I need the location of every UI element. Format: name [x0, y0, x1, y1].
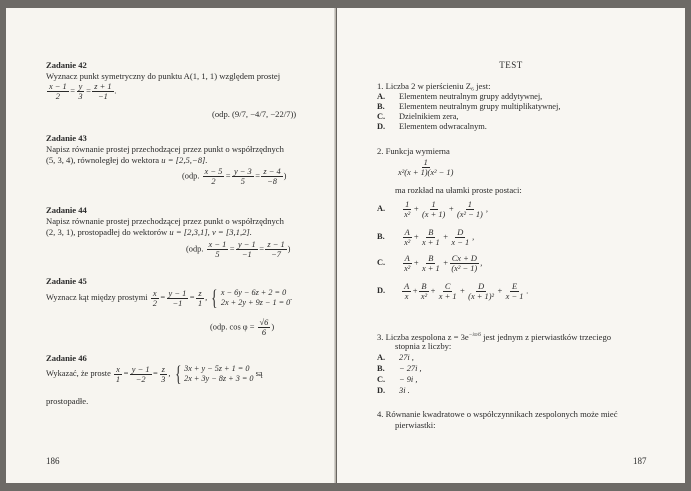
z44-f3-num: z − 1 [267, 240, 285, 249]
q2-a-t1-num: 1 [405, 200, 410, 209]
z45-sys2: 2x + 2y + 9z − 1 = 0 [220, 298, 291, 307]
q1-a-letter: A. [377, 92, 386, 101]
z42-answer: (odp. (9/7, −4/7, −22/7)) [212, 109, 297, 119]
z45-f3-num: z [198, 288, 202, 298]
q2-fraction [395, 158, 456, 177]
q2-d-t2-den: x² [420, 292, 428, 301]
z45-ans-den: 6 [261, 328, 267, 337]
q2-a-t3-den: (x² − 1) [456, 210, 483, 219]
q2-b-t1-den: x² [404, 238, 411, 247]
q3-text2: stopnia z liczby: [395, 341, 452, 351]
q1-option-a [377, 92, 542, 102]
test-heading: TEST [499, 60, 523, 70]
q1-c-letter: C. [377, 112, 386, 121]
z43-text2: (5, 3, 4), równoległej do wektora [46, 155, 160, 165]
q1-option-d [377, 122, 487, 132]
z46-f2-den: −2 [135, 374, 146, 384]
q2-d-t5-den: x − 1 [505, 292, 524, 301]
q2-c-t3-num: Cx + D [451, 254, 477, 263]
z45-f3-den: 1 [197, 298, 203, 308]
z44-f1-den: 5 [215, 250, 220, 259]
right-page-number: 187 [633, 456, 647, 466]
z46-text: Wykazać, że proste [46, 368, 111, 378]
q2-b-t2-num: B [428, 228, 434, 237]
z44-vectors: u = [2,3,1], v = [3,1,2]. [169, 227, 252, 237]
z45-ans-suffix: ) [271, 322, 275, 332]
q2-d-end: . [526, 286, 529, 296]
q3-c-text: − 9i , [399, 375, 418, 384]
z46-f1-den: 1 [115, 374, 121, 384]
z43-text2-line [46, 155, 208, 166]
q3-option-c [377, 375, 417, 385]
q3-text1: 3. Liczba zespolona z = 3e [377, 331, 469, 342]
q2-d-t3-den: x + 1 [438, 292, 457, 301]
z46-word-sa: są [255, 368, 263, 378]
z45-ans-prefix: (odp. cos φ = [210, 322, 255, 332]
z46-sys1: 3x + y − 5z + 1 = 0 [184, 364, 250, 373]
z43-f2-num: y − 3 [233, 167, 252, 176]
z45-f2-den: −1 [172, 298, 183, 308]
q2-b-end: , [472, 232, 475, 242]
z44-text1: Napisz równanie prostej przechodzącej przez punkt o współrzędnych [46, 216, 284, 226]
z43-f1-den: 2 [211, 177, 216, 186]
q2-frac-den: x²(x + 1)(x² − 1) [398, 168, 454, 177]
q3-a-letter: A. [377, 353, 386, 362]
z43-f1-num: x − 5 [204, 167, 223, 176]
z42-eq-a-den: 2 [55, 92, 60, 101]
q2-d-t2-num: B [421, 282, 427, 291]
q2-b-t3-den: x − 1 [451, 238, 470, 247]
q3-c-letter: C. [377, 375, 386, 384]
q2-c-t3-den: (x² − 1) [451, 264, 478, 273]
q2-d-t1-den: x [404, 292, 409, 301]
q2-d-t1-num: A [404, 282, 410, 291]
q1-a-text: Elementem neutralnym grupy addytywnej, [399, 92, 543, 101]
z44-f3-den: −7 [271, 250, 281, 259]
q2-a-t2-den: (x + 1) [421, 210, 446, 219]
z45-ans-num: √6 [259, 318, 269, 327]
q2-c-t1-num: A [404, 254, 410, 263]
q2-frac-num: 1 [423, 158, 428, 167]
z43-ans-prefix: (odp. [182, 171, 200, 181]
z45-f1-den: 2 [152, 298, 157, 308]
q2-text: 2. Funkcja wymierna [377, 146, 450, 156]
q2-c-t2-den: x + 1 [421, 264, 440, 273]
q1-b-text: Elementem neutralnym grupy multiplikatywnej, [399, 102, 561, 111]
q3-a-text: 27i , [399, 353, 414, 362]
z42-equation: $\frac{x - 1}{2}$ = $\frac{y}{3}$ = $\frac{z + 1}{-1}$ . [49, 82, 117, 101]
q1-text: 1. Liczba 2 w pierścieniu Z₆ jest: [377, 81, 491, 91]
q2-a-t3-num: 1 [467, 200, 472, 209]
z46-sys2: 2x + 3y − 8z + 3 = 0 [184, 374, 254, 383]
z42-text: Wyznacz punkt symetryczny do punktu A(1, 1, 1) względem prostej [46, 71, 281, 81]
q3-b-text: − 27i , [399, 364, 422, 373]
z44-text2-line [46, 227, 252, 238]
q2-c-t2-num: B [428, 254, 434, 263]
z45-answer [210, 318, 274, 337]
z42-title: Zadanie 42 [46, 60, 87, 70]
z44-f2-den: −1 [241, 250, 252, 259]
q2-d-letter: D. [377, 286, 386, 296]
q3-b-letter: B. [377, 364, 385, 373]
z45-equation: Wyznacz kąt między prostymi $\frac{x}{2}$ = $\frac{y - 1}{-1}$ = $\frac{z}{1}$ , { x − 6y − 6z + 2 = 0 2x + 2y + 9z − 1 = 0 . [46, 285, 293, 310]
z46-f1-num: x [116, 364, 120, 374]
z43-answer: (odp. $\frac{x - 5}{2}$ = $\frac{y - 3}{5}$ = $\frac{z - 4}{-8}$ ) [182, 167, 287, 186]
q2-b-letter: B. [377, 232, 385, 242]
z43-title: Zadanie 43 [46, 133, 87, 143]
q3-text1b: jest jednym z pierwiastków trzeciego [480, 331, 612, 342]
z43-f2-den: 5 [240, 177, 245, 186]
right-page [337, 8, 685, 483]
z45-text: Wyznacz kąt między prostymi [46, 292, 148, 302]
z46-equation: Wykazać, że proste $\frac{x}{1}$ = $\frac{y - 1}{-2}$ = $\frac{z}{3}$ , { 3x + y − 5z + 1 = 0 2x + 3y − 8z + 3 = 0 są [46, 361, 263, 386]
q2-b-t3-num: D [457, 228, 464, 237]
q2-d-t3-num: C [444, 282, 451, 291]
q3-d-text: 3i . [399, 386, 410, 395]
q2-a-letter: A. [377, 204, 386, 214]
q2-option-a: A. $\frac{1}{\text{x²}}$ + $\frac{1}{(x + 1)}$ + $\frac{1}{\text{(x² − 1)}}$ , [377, 200, 488, 219]
left-page-number: 186 [46, 456, 60, 466]
z45-f2-num: y − 1 [168, 288, 187, 298]
q2-text2: ma rozkład na ułamki proste postaci: [395, 185, 522, 195]
z43-f3-num: z − 4 [263, 167, 281, 176]
q1-d-letter: D. [377, 122, 386, 131]
z44-f1-num: x − 1 [208, 240, 227, 249]
z44-ans-suffix: ) [287, 244, 291, 254]
q1-c-text: Dzielnikiem zera, [399, 112, 459, 121]
q1-d-text: Elementem odwracalnym. [399, 122, 487, 131]
q3-option-a [377, 353, 414, 363]
z42-eq-c-num: z + 1 [94, 82, 112, 91]
z43-vector: u = [2,5,−8]. [161, 155, 208, 165]
z42-eq-c-den: −1 [97, 92, 108, 101]
q2-b-t2-den: x + 1 [421, 238, 440, 247]
z42-eq-b-den: 3 [78, 92, 83, 101]
z45-title: Zadanie 45 [46, 276, 87, 286]
z44-text2: (2, 3, 1), prostopadłej do wektorów [46, 227, 168, 237]
q1-option-c [377, 112, 459, 122]
q2-a-t1-den: x² [404, 210, 411, 219]
q3-option-b [377, 364, 422, 374]
z43-text1: Napisz równanie prostej przechodzącej przez punkt o współrzędnych [46, 144, 284, 154]
z46-f3-den: 3 [161, 374, 166, 384]
q4-text1: 4. Równanie kwadratowe o współczynnikach zespolonych może mieć [377, 409, 618, 419]
q2-a-end: , [485, 204, 488, 214]
z42-eq-b-num: y [78, 82, 83, 91]
q2-option-b: B. $\frac{A}{\text{x²}}$ + $\frac{B}{x + 1}$ + $\frac{D}{x - 1}$ , [377, 228, 475, 247]
z42-eq-a-num: x − 1 [49, 82, 67, 91]
q3-d-letter: D. [377, 386, 386, 395]
q2-b-t1-num: A [404, 228, 410, 237]
z44-f2-num: y − 1 [237, 240, 256, 249]
q2-c-t1-den: x² [404, 264, 411, 273]
z43-f3-den: −8 [267, 177, 277, 186]
z46-title: Zadanie 46 [46, 353, 87, 363]
z45-sys1: x − 6y − 6z + 2 = 0 [220, 288, 287, 297]
q2-c-letter: C. [377, 258, 386, 268]
q1-option-b [377, 102, 560, 112]
q2-d-t4-num: D [478, 282, 485, 291]
q2-d-t4-den: (x + 1)² [468, 292, 495, 301]
q2-d-t5-num: E [511, 282, 518, 291]
z46-f3-num: z [161, 364, 165, 374]
q2-c-end: , [480, 258, 483, 268]
q2-a-t2-num: 1 [431, 200, 436, 209]
z43-ans-suffix: ) [283, 171, 287, 181]
q2-option-d: D. $\frac{A}{x}$ + $\frac{B}{\text{x²}}$ + $\frac{C}{x + 1}$ + $\frac{D}{\text{(x + 1)²}}$ + $\frac{E}{x - 1}$ . [377, 282, 529, 301]
z45-f1-num: x [152, 288, 157, 298]
z44-title: Zadanie 44 [46, 205, 87, 215]
z44-answer: (odp. $\frac{x - 1}{5}$ = $\frac{y - 1}{-1}$ = $\frac{z - 1}{-7}$ ) [186, 240, 291, 259]
q3-exponent: −iπ/6 [468, 332, 481, 338]
z46-f2-num: y − 1 [131, 364, 150, 374]
z46-tail: prostopadłe. [46, 396, 89, 406]
z44-ans-prefix: (odp. [186, 244, 204, 254]
q2-option-c: C. $\frac{A}{\text{x²}}$ + $\frac{B}{x + 1}$ + $\frac{Cx + D}{\text{(x² − 1)}}$ , [377, 254, 483, 273]
left-page [6, 8, 336, 483]
q4-text2: pierwiastki: [395, 420, 436, 430]
q3-option-d [377, 386, 410, 396]
q1-b-letter: B. [377, 102, 385, 111]
